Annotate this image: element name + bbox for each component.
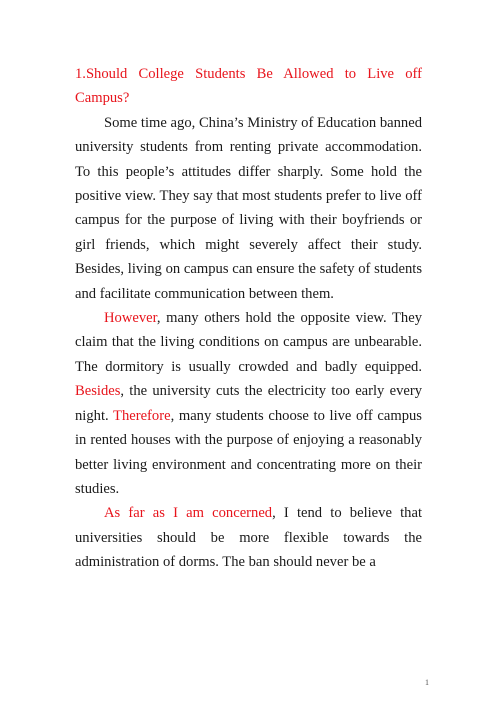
paragraph-2-text-2: , the university cuts the electricity too early every night. [75,383,422,424]
essay-title-line-2: Campus? [75,90,130,107]
transition-however: However [104,310,157,327]
paragraph-1: Some time ago, China’s Ministry of Education banned university students from renting private accommodation. To this people’s attitudes differ sharply. Some hold the positive view. They say that most students prefer to live off campus for the purpose of living with their boyfriends or girl friends, which might severely affect their study. Besides, living on campus can ensure the safety of students and facilitate communication between them. [75,114,422,302]
transition-therefore: Therefore [113,407,171,424]
transition-as-far-as-i-am-concerned: As far as I am concerned [104,505,273,522]
paragraph-3-text: , I tend to believe that universities should be more flexible towards the administration of dorms. The ban should never be a [75,505,422,571]
essay-title-line-1: 1.Should College Students Be Allowed to Live off [75,66,422,82]
essay-title [75,62,422,111]
paragraph-3 [75,501,422,574]
document-body [75,62,422,575]
page-number: 1 [425,678,429,687]
paragraph-2-text-1: , many others hold the opposite view. They claim that the living conditions on campus are unbearable. The dormitory is usually crowded and badly equipped. [75,310,422,375]
paragraph-2-text-3: , many students choose to live off campus in rented houses with the purpose of enjoying a reasonably better living environment and concentrating more on their studies. [75,407,422,497]
paragraph-2 [75,306,422,501]
transition-besides: Besides [75,383,121,400]
